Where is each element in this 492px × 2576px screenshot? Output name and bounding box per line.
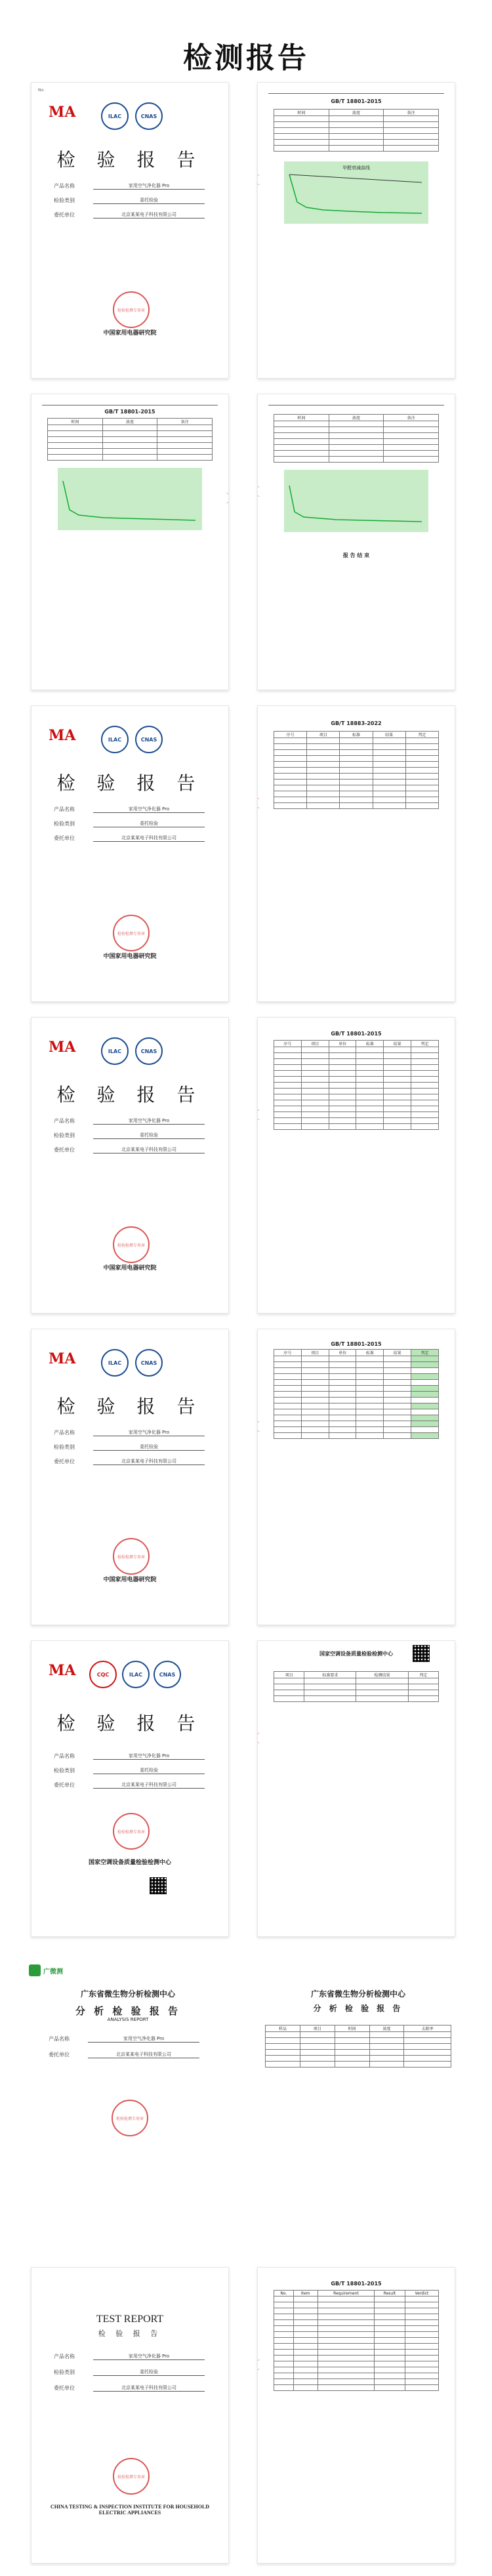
cert-logos bbox=[49, 1661, 213, 1691]
en-issuing-org: CHINA TESTING & INSPECTION INSTITUTE FOR HOUSEHOLD ELECTRIC APPLIANCES bbox=[50, 2504, 210, 2516]
ilac-logo-icon: ILAC bbox=[101, 102, 129, 130]
ilac-logo-icon: ILAC bbox=[101, 1349, 129, 1377]
red-stamp: 检验检测专用章 bbox=[113, 1226, 150, 1263]
report-row-8 bbox=[0, 2267, 492, 2566]
result-table: 项目 标准要求 检测结果 判定 bbox=[274, 1671, 439, 1702]
issuing-org: 中国家用电器研究院 bbox=[103, 953, 157, 960]
data-page bbox=[257, 705, 455, 1002]
cma-logo-icon: MA bbox=[49, 1039, 76, 1056]
cnas-logo-icon: CNAS bbox=[135, 1349, 163, 1377]
cma-logo-icon: MA bbox=[49, 727, 76, 744]
red-stamp: 检验检测专用章 bbox=[113, 915, 150, 951]
gd-org: 广东省微生物分析检测中心 bbox=[310, 1989, 405, 1999]
red-stamp: 检验检测专用章 bbox=[112, 2100, 148, 2136]
cnas-logo-icon: CNAS bbox=[154, 1661, 181, 1688]
cover-title: 检 验 报 告 bbox=[56, 1396, 203, 1417]
standard-code: GB/T 18883-2022 bbox=[331, 720, 382, 726]
red-stamp: 检验检测专用章 bbox=[113, 2458, 150, 2495]
result-table: 时间 浓度 备注 bbox=[274, 109, 439, 152]
cover-title: 检 验 报 告 bbox=[56, 772, 203, 794]
issuing-org: 中国家用电器研究院 bbox=[103, 1577, 157, 1583]
cert-logos bbox=[49, 1349, 213, 1379]
standard-code: GB/T 18801-2015 bbox=[331, 2281, 382, 2287]
cover-title: 检 验 报 告 bbox=[56, 1084, 203, 1106]
data-page bbox=[257, 394, 455, 690]
cover-page bbox=[31, 1640, 229, 1937]
page-title: 检测报告 bbox=[183, 41, 309, 75]
cert-logos bbox=[49, 102, 213, 133]
report-row-3 bbox=[0, 705, 492, 1004]
cma-logo-icon: MA bbox=[49, 104, 76, 121]
ilac-logo-icon: ILAC bbox=[101, 726, 129, 753]
report-row-1 bbox=[0, 82, 492, 381]
gd-report-title: 分 析 检 验 报 告 bbox=[75, 2005, 181, 2017]
report-row-4 bbox=[0, 1017, 492, 1316]
decay-chart bbox=[284, 161, 428, 224]
field-client: 委托单位 北京某某电子科技有限公司 bbox=[54, 1145, 211, 1154]
cover-title: 检 验 报 告 bbox=[56, 149, 203, 171]
cnas-logo-icon: CNAS bbox=[135, 102, 163, 130]
field-client: 委托单位 北京某某电子科技有限公司 bbox=[54, 210, 211, 219]
field-client: 委托单位 北京某某电子科技有限公司 bbox=[49, 2050, 206, 2059]
issuing-org: 中国家用电器研究院 bbox=[103, 1265, 157, 1272]
field-category: 检验类别 委托检验 bbox=[54, 1442, 211, 1451]
result-table: No. Item Requirement Result Verdict bbox=[274, 2290, 439, 2391]
lab-title: 国家空调设备质量检验检测中心 bbox=[319, 1651, 393, 1657]
field-product: 产品名称 家用空气净化器 Pro bbox=[54, 1428, 211, 1437]
gd-report-title: 分 析 检 验 报 告 bbox=[313, 2004, 403, 2013]
report-row-2 bbox=[0, 394, 492, 692]
standard-code: GB/T 18801-2015 bbox=[104, 409, 155, 415]
field-product: 产品名称 家用空气净化器 Pro bbox=[54, 181, 211, 190]
gd-logo-text: 广微测 bbox=[43, 1968, 63, 1976]
field-client: 委托单位 北京某某电子科技有限公司 bbox=[54, 2383, 211, 2392]
field-client: 委托单位 北京某某电子科技有限公司 bbox=[54, 833, 211, 842]
result-table: 序号 项目 标准 结果 判定 bbox=[274, 731, 439, 809]
cnas-logo-icon: CNAS bbox=[135, 1037, 163, 1065]
en-data-page bbox=[257, 2267, 455, 2564]
standard-code: GB/T 18801-2015 bbox=[331, 98, 382, 104]
en-cover-page bbox=[31, 2267, 229, 2564]
issuing-org: 国家空调设备质量检验检测中心 bbox=[88, 1859, 171, 1866]
en-report-title: TEST REPORT bbox=[96, 2314, 164, 2325]
seal-logo-icon: CQC bbox=[89, 1661, 117, 1688]
gd-cover-page bbox=[26, 1962, 230, 2257]
cover-page bbox=[31, 705, 229, 1002]
cma-logo-icon: MA bbox=[49, 1350, 76, 1367]
result-table: 时间 浓度 备注 bbox=[274, 414, 439, 463]
red-stamp: 检验检测专用章 bbox=[113, 291, 150, 328]
standard-code: GB/T 18801-2015 bbox=[331, 1341, 382, 1347]
gd-org: 广东省微生物分析检测中心 bbox=[80, 1989, 175, 1999]
field-category: 检验类别 委托检验 bbox=[54, 1131, 211, 1140]
field-category: 检验类别 委托检验 bbox=[54, 1766, 211, 1775]
en-report-subtitle: 检 验 报 告 bbox=[98, 2329, 162, 2338]
cover-page bbox=[31, 1329, 229, 1625]
decay-chart bbox=[284, 470, 428, 532]
cover-title: 检 验 报 告 bbox=[56, 1713, 203, 1734]
ilac-logo-icon: ILAC bbox=[101, 1037, 129, 1065]
qr-code-icon bbox=[413, 1645, 430, 1662]
red-stamp: 检验检测专用章 bbox=[113, 1538, 150, 1575]
decay-chart bbox=[58, 468, 202, 530]
gd-data-page bbox=[256, 1962, 461, 2257]
issuing-org: 中国家用电器研究院 bbox=[103, 330, 157, 337]
result-table: 序号 项目 单位 标准 结果 判定 bbox=[274, 1040, 439, 1130]
cert-logos bbox=[49, 726, 213, 756]
cert-logos bbox=[49, 1037, 213, 1068]
cnas-logo-icon: CNAS bbox=[135, 726, 163, 753]
qr-code-icon bbox=[150, 1877, 167, 1894]
gd-report-title-en: ANALYSIS REPORT bbox=[107, 2017, 149, 2022]
result-table: 时间 浓度 备注 bbox=[47, 418, 213, 461]
field-client: 委托单位 北京某某电子科技有限公司 bbox=[54, 1457, 211, 1466]
report-row-6 bbox=[0, 1640, 492, 1939]
data-page bbox=[31, 394, 229, 690]
gd-logo-icon bbox=[29, 1964, 41, 1976]
field-category: 检验类别 委托检验 bbox=[54, 2367, 211, 2377]
report-row-7 bbox=[0, 1962, 492, 2260]
result-table: 序号 项目 单位 标准 结果 判定 bbox=[274, 1349, 439, 1439]
field-product: 产品名称 家用空气净化器 Pro bbox=[54, 2352, 211, 2361]
end-note: 报 告 结 束 bbox=[342, 552, 370, 558]
field-category: 检验类别 委托检验 bbox=[54, 196, 211, 205]
data-page bbox=[257, 1640, 455, 1937]
standard-code: GB/T 18801-2015 bbox=[331, 1031, 382, 1037]
chart-title: 甲醛衰减曲线 bbox=[342, 165, 370, 171]
cover-page: No. MA ILAC CNAS 检 验 报 告 产品名称 家用空气净化器 Pro 检验类别 委托检验 委托单位 北京某某电子科技有限公司 检验检测专用章 中国家用电器研究院 bbox=[31, 82, 229, 379]
cma-logo-icon: MA bbox=[49, 1662, 76, 1679]
result-table: 样品 项目 时间 浓度 去除率 bbox=[265, 2025, 451, 2067]
field-category: 检验类别 委托检验 bbox=[54, 819, 211, 828]
data-page bbox=[257, 1017, 455, 1314]
data-page bbox=[257, 82, 455, 379]
red-stamp: 检验检测专用章 bbox=[113, 1813, 150, 1850]
field-product: 产品名称 家用空气净化器 Pro bbox=[54, 1116, 211, 1125]
data-page bbox=[257, 1329, 455, 1625]
ilac-logo-icon: ILAC bbox=[122, 1661, 150, 1688]
report-row-5 bbox=[0, 1329, 492, 1627]
field-client: 委托单位 北京某某电子科技有限公司 bbox=[54, 1780, 211, 1789]
cover-page bbox=[31, 1017, 229, 1314]
field-product: 产品名称 家用空气净化器 Pro bbox=[49, 2034, 206, 2043]
field-product: 产品名称 家用空气净化器 Pro bbox=[54, 1751, 211, 1760]
field-product: 产品名称 家用空气净化器 Pro bbox=[54, 804, 211, 814]
